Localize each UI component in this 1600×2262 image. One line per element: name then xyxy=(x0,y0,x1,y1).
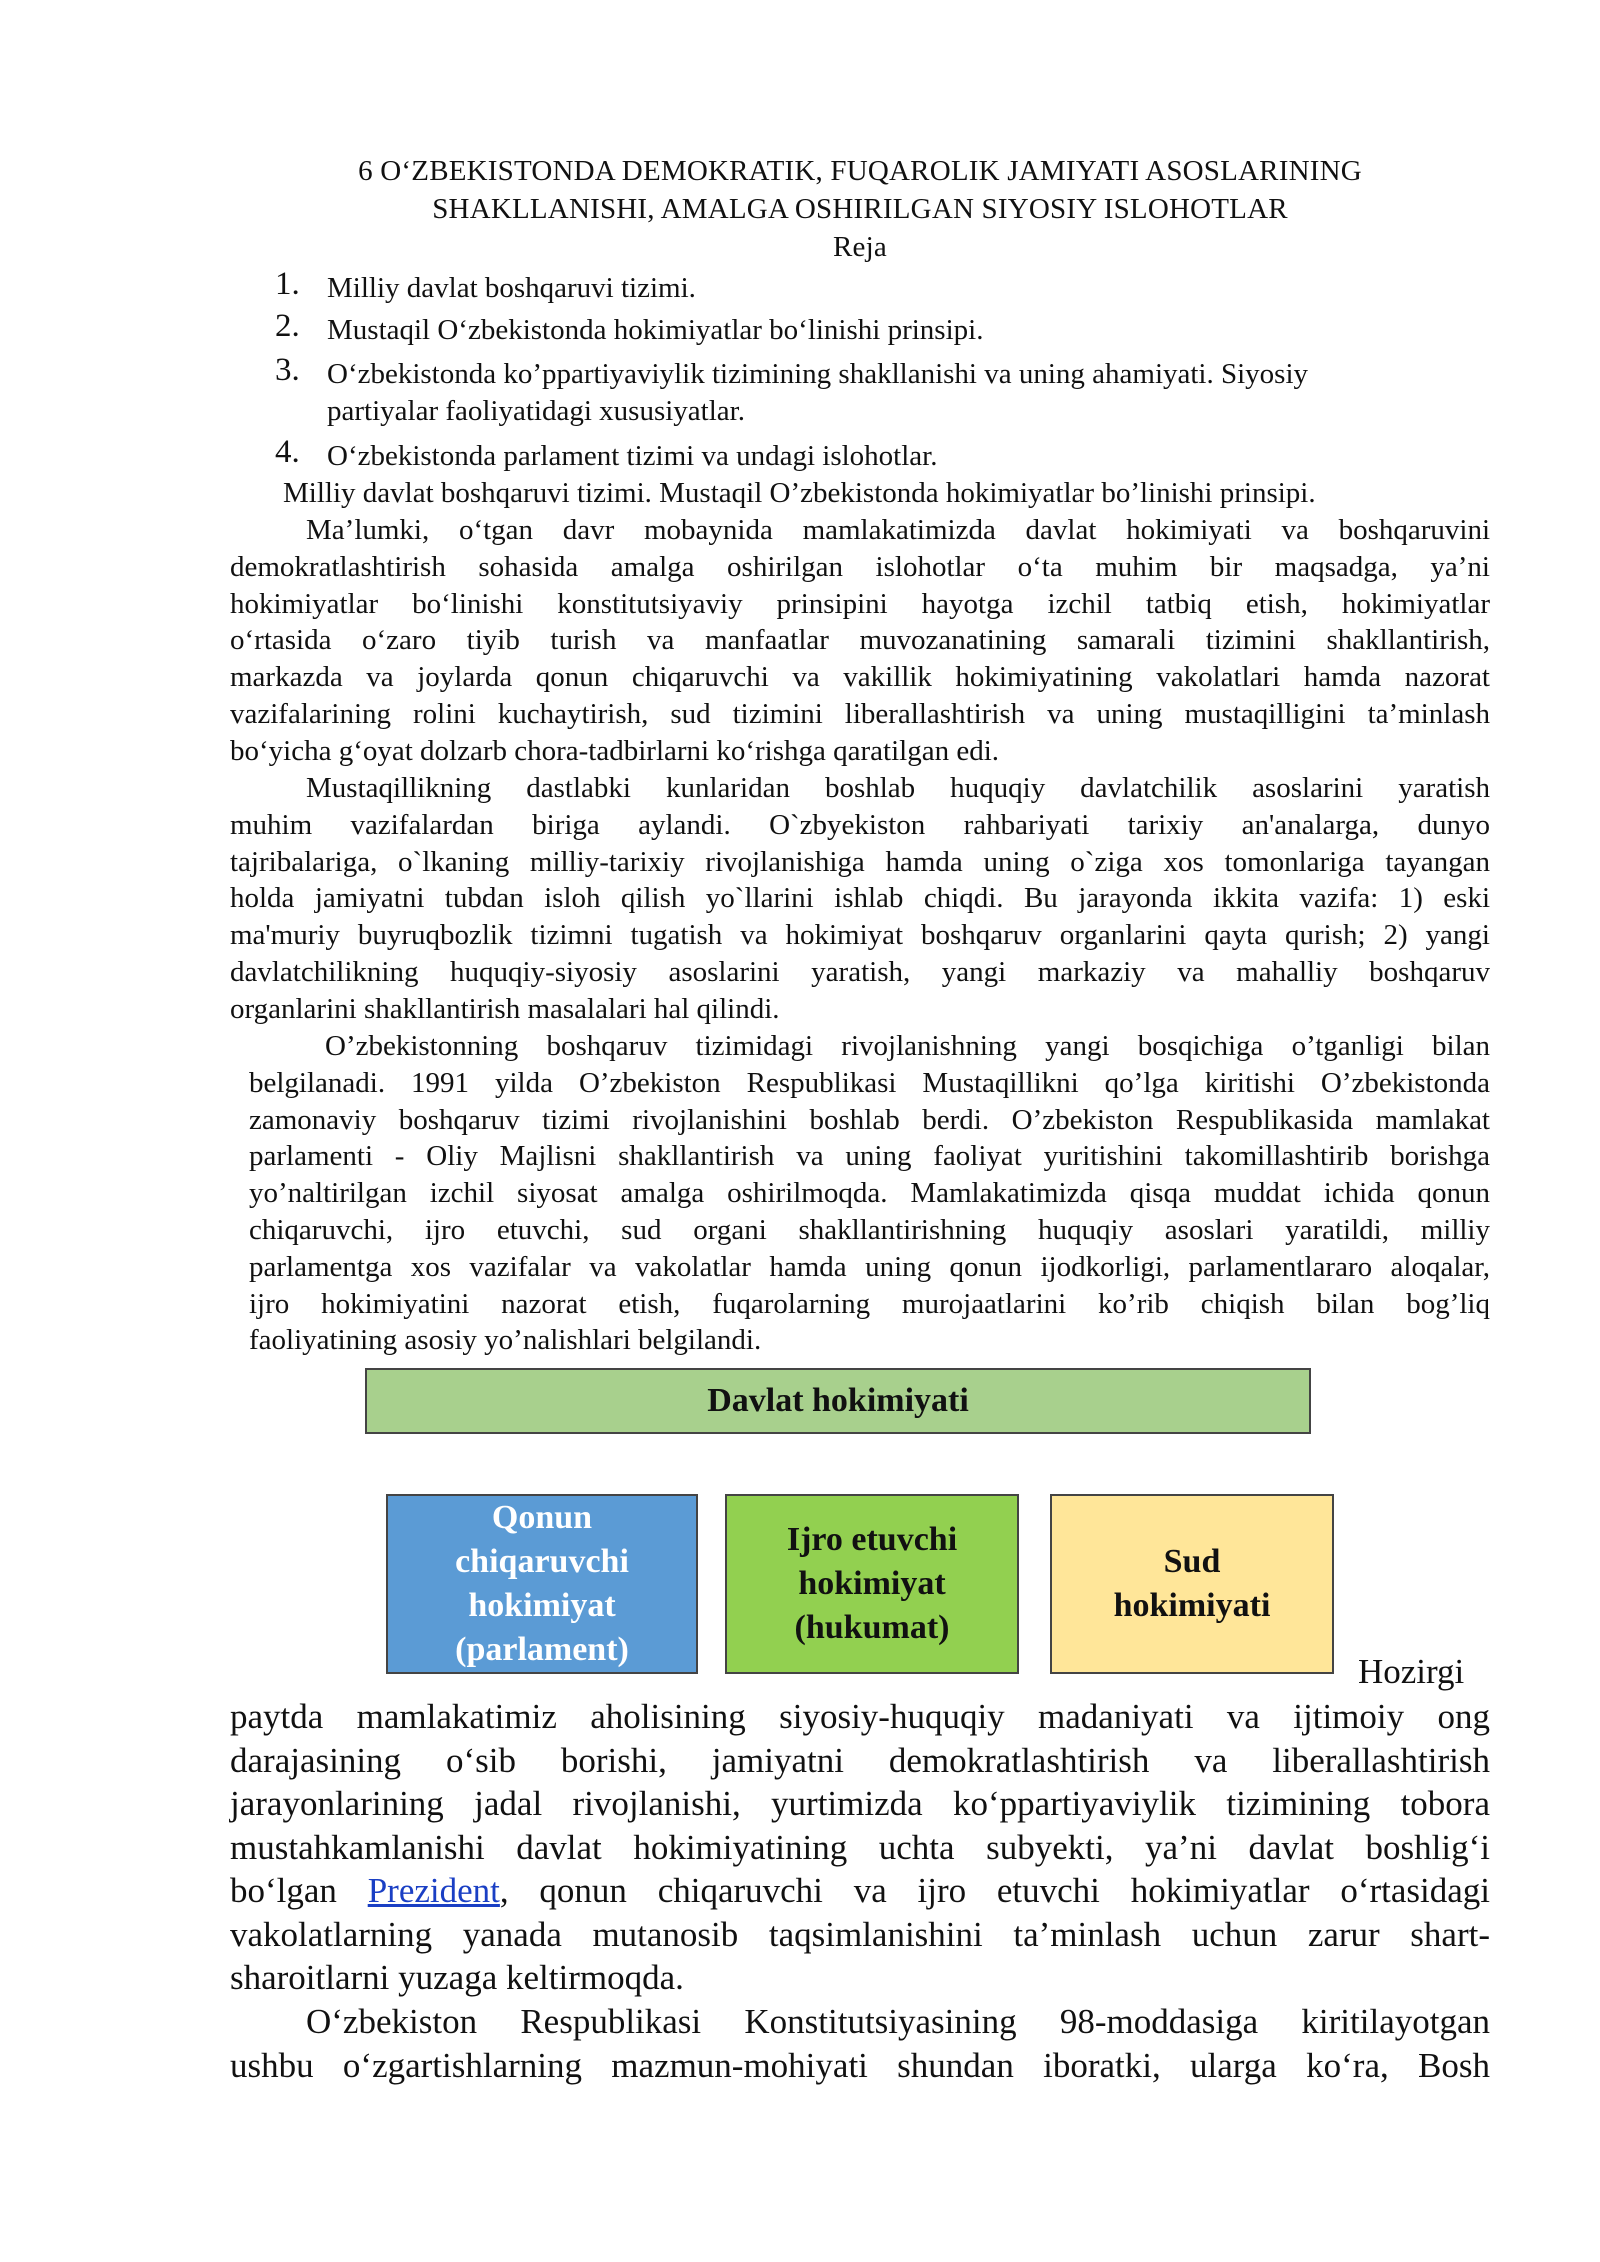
plan-item-number: 2. xyxy=(275,308,300,344)
paragraph-1 xyxy=(230,512,1490,770)
text-line: hokimiyatlar bo‘linishi konstitutsiyaviy prinsipini hayotga izchil tatbiq etish, hokimiyatlar xyxy=(230,587,1490,620)
document-title xyxy=(230,152,1490,266)
text-fragment: , qonun chiqaruvchi va ijro etuvchi hokimiyatlar o‘rtasidagi xyxy=(499,1871,1490,1910)
box-line: hokimiyati xyxy=(1113,1587,1271,1624)
text-line-with-link xyxy=(230,1869,1490,1913)
box-line: Ijro etuvchi xyxy=(786,1521,958,1558)
text-line: Ma’lumki, o‘tgan davr mobaynida mamlakatimizda davlat hokimiyati va boshqaruvini xyxy=(306,514,1490,546)
box-line: Qonun xyxy=(491,1499,593,1536)
text-line: ijro hokimiyatini nazorat etish, fuqarolarning murojaatlarini ko’rib chiqish bilan bog’liq xyxy=(249,1287,1490,1320)
plan-item-text: O‘zbekistonda ko’ppartiyaviylik tizimining shakllanishi va uning ahamiyati. Siyosiy xyxy=(327,358,1309,390)
text-line: ma'muriy buyruqbozlik tizimni tugatish va hokimiyat boshqaruv organlarini qayta qurish; 2) yangi xyxy=(230,919,1490,952)
box-line: (hukumat) xyxy=(794,1609,950,1646)
plan-heading: Reja xyxy=(833,231,887,263)
text-line: zamonaviy boshqaruv tizimi rivojlanishini boshlab berdi. O’zbekiston Respublikasida mamlakat xyxy=(249,1103,1490,1136)
plan-item-number: 1. xyxy=(275,266,300,302)
text-line: yo’naltirilgan izchil siyosat amalga oshirilmoqda. Mamlakatimizda qisqa muddat ichida qonun xyxy=(249,1177,1490,1210)
paragraph-5 xyxy=(230,2000,1490,2087)
paragraph-4-first-word: Hozirgi xyxy=(1358,1652,1465,1691)
text-line: bo‘yicha g‘oyat dolzarb chora-tadbirlarni ko‘rishga qaratilgan edi. xyxy=(230,734,999,767)
box-line: hokimiyat xyxy=(468,1587,616,1624)
text-line: markazda va joylarda qonun chiqaruvchi va vakillik hokimiyatining vakolatlari hamda nazorat xyxy=(230,661,1490,694)
diagram-box-legislative xyxy=(386,1494,698,1674)
diagram-box-executive xyxy=(725,1494,1019,1674)
box-line: hokimiyat xyxy=(798,1565,946,1602)
text-line: holda jamiyatni tubdan isloh qilish yo`llarini ishlab chiqdi. Bu jarayonda ikkita vazifa: 1) eski xyxy=(230,882,1490,915)
title-line-2: SHAKLLANISHI, AMALGA OSHIRILGAN SIYOSIY ISLOHOTLAR xyxy=(432,193,1288,225)
text-line: O’zbekistonning boshqaruv tizimidagi rivojlanishning yangi bosqichiga o’tganligi bilan xyxy=(325,1030,1490,1062)
text-line: Mustaqillikning dastlabki kunlaridan boshlab huquqiy davlatchilik asoslarini yaratish xyxy=(306,772,1490,804)
text-line: davlatchilikning huquqiy-siyosiy asoslarini yaratish, yangi markaziy va mahalliy boshqaruv xyxy=(230,955,1490,988)
plan-item xyxy=(275,352,1515,430)
section-subheading: Milliy davlat boshqaruvi tizimi. Mustaqil O’zbekistonda hokimiyatlar bo’linishi prinsipi. xyxy=(283,477,1316,509)
text-line: chiqaruvchi, ijro etuvchi, sud organi shakllantirishning huquqiy asoslari yaratildi, milliy xyxy=(249,1213,1490,1246)
text-line: organlarini shakllantirish masalalari hal qilindi. xyxy=(230,992,780,1025)
plan-item-text-cont: partiyalar faoliyatidagi xususiyatlar. xyxy=(327,395,745,427)
paragraph-2 xyxy=(230,770,1490,1028)
paragraph-4 xyxy=(230,1695,1490,2000)
plan-item-number: 4. xyxy=(275,434,300,470)
text-line: vakolatlarning yanada mutanosib taqsimlanishini ta’minlash uchun zarur shart- xyxy=(230,1914,1490,1954)
text-line: mustahkamlanishi davlat hokimiyatining uchta subyekti, ya’ni davlat boshlig‘i xyxy=(230,1827,1490,1867)
text-fragment: bo‘lgan xyxy=(230,1871,368,1910)
plan-item-text: O‘zbekistonda parlament tizimi va undagi islohotlar. xyxy=(327,440,938,472)
text-line: belgilanadi. 1991 yilda O’zbekiston Respublikasi Mustaqillikni qo’lga kiritishi O’zbekistonda xyxy=(249,1066,1490,1099)
plan-item-text: Mustaqil O‘zbekistonda hokimiyatlar bo‘linishi prinsipi. xyxy=(327,314,984,346)
diagram-box-judicial xyxy=(1050,1494,1334,1674)
text-line: parlamentga xos vazifalar va vakolatlar hamda uning qonun ijodkorligi, parlamentlararo aloqalar, xyxy=(249,1250,1490,1283)
text-line: O‘zbekiston Respublikasi Konstitutsiyasining 98-moddasiga kiritilayotgan xyxy=(306,2002,1490,2041)
text-line: vazifalarining rolini kuchaytirish, sud tizimini liberallashtirish va uning mustaqilligini ta’minlash xyxy=(230,697,1490,730)
plan-item xyxy=(275,434,1515,475)
plan-list xyxy=(275,266,1515,480)
plan-item xyxy=(275,266,1515,307)
text-line: faoliyatining asosiy yo’nalishlari belgilandi. xyxy=(249,1324,762,1357)
box-line: Sud xyxy=(1163,1543,1221,1580)
text-line: parlamenti - Oliy Majlisni shakllantirish va uning faoliyat yuritishini takomillashtirib borishga xyxy=(249,1140,1490,1173)
text-line: o‘rtasida o‘zaro tiyib turish va manfaatlar muvozanatining samarali tizimini shakllantirish, xyxy=(230,624,1490,657)
text-line: muhim vazifalardan biriga aylandi. O`zbyekiston rahbariyati tarixiy an'analarga, dunyo xyxy=(230,808,1490,841)
text-line: ushbu o‘zgartishlarning mazmun-mohiyati shundan iboratki, ularga ko‘ra, Bosh xyxy=(230,2045,1490,2085)
plan-item-text: Milliy davlat boshqaruvi tizimi. xyxy=(327,272,696,304)
text-line: tajribalariga, o`lkaning milliy-tarixiy rivojlanishiga hamda uning o`ziga xos tomonlariga tayangan xyxy=(230,845,1490,878)
prezident-link[interactable]: Prezident xyxy=(367,1871,500,1910)
plan-item xyxy=(275,308,1515,349)
paragraph-3 xyxy=(249,1028,1490,1359)
text-line: demokratlashtirish sohasida amalga oshirilgan islohotlar o‘ta muhim bir maqsadga, ya’ni xyxy=(230,550,1490,583)
title-line-1: 6 O‘ZBEKISTONDA DEMOKRATIK, FUQAROLIK JAMIYATI ASOSLARINING xyxy=(358,155,1362,187)
diagram-header-davlat-hokimiyati: Davlat hokimiyati xyxy=(365,1368,1311,1434)
text-line: paytda mamlakatimiz aholisining siyosiy-huquqiy madaniyati va ijtimoiy ong xyxy=(230,1697,1490,1736)
box-line: (parlament) xyxy=(455,1631,629,1668)
plan-item-number: 3. xyxy=(275,352,300,388)
text-line: jarayonlarining jadal rivojlanishi, yurtimizda ko‘ppartiyaviylik tizimining tobora xyxy=(230,1784,1490,1823)
text-line: sharoitlarni yuzaga keltirmoqda. xyxy=(230,1958,684,1997)
box-line: chiqaruvchi xyxy=(455,1543,629,1580)
text-line: darajasining o‘sib borishi, jamiyatni demokratlashtirish va liberallashtirish xyxy=(230,1740,1490,1780)
